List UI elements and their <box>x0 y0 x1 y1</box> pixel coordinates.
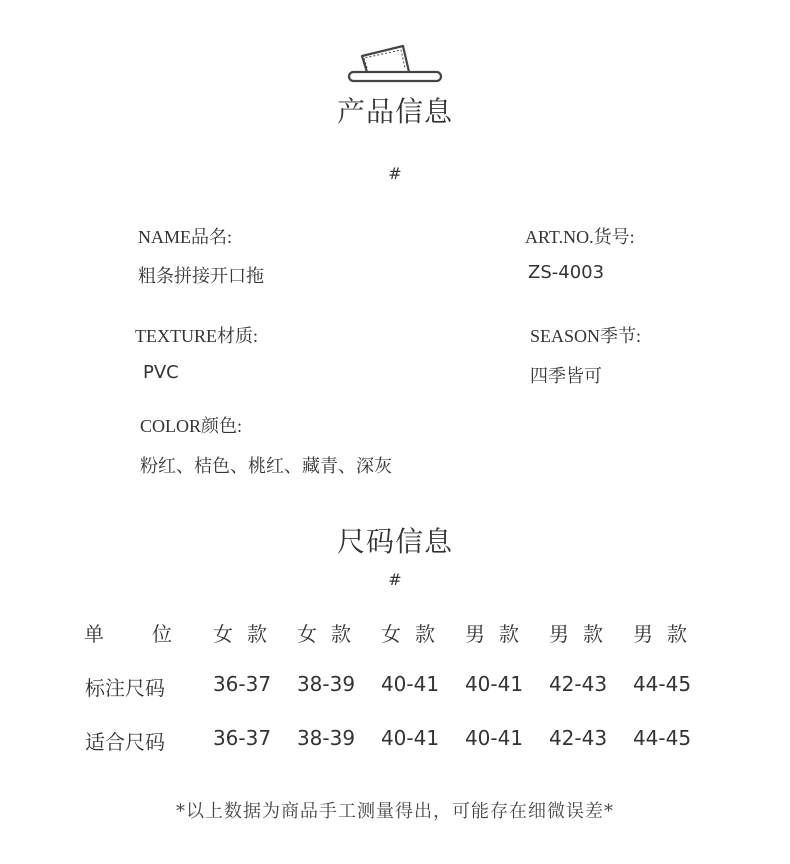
table-cell: 40-41 <box>380 672 440 696</box>
product-info-title: 产品信息 <box>336 95 453 128</box>
header-unit: 单 位 <box>84 622 186 646</box>
table-cell: 38-39 <box>296 726 356 750</box>
header-col-5: 男款 <box>549 622 617 646</box>
color-label: COLOR颜色: <box>140 416 243 436</box>
header-col-3: 女款 <box>381 622 449 646</box>
table-cell: 40-41 <box>464 672 524 696</box>
header-col-4: 男款 <box>465 622 533 646</box>
season-label: SEASON季节: <box>530 326 642 346</box>
table-cell: 44-45 <box>632 672 692 696</box>
table-cell: 40-41 <box>380 726 440 750</box>
header-col-2: 女款 <box>297 622 365 646</box>
table-cell: 38-39 <box>296 672 356 696</box>
measurement-note: *以上数据为商品手工测量得出，可能存在细微误差* <box>176 801 614 822</box>
table-cell: 36-37 <box>212 672 272 696</box>
table-cell: 40-41 <box>464 726 524 750</box>
size-info-title: 尺码信息 <box>336 525 453 558</box>
row-label-marked: 标注尺码 <box>85 676 165 700</box>
season-value: 四季皆可 <box>530 366 602 387</box>
table-cell: 42-43 <box>548 726 608 750</box>
table-cell: 44-45 <box>632 726 692 750</box>
header-col-1: 女款 <box>213 622 281 646</box>
table-cell: 42-43 <box>548 672 608 696</box>
table-cell: 36-37 <box>212 726 272 750</box>
row-label-fit: 适合尺码 <box>85 730 165 754</box>
art-no-value: ZS-4003 <box>528 262 605 283</box>
size-info-hash: # <box>388 570 402 589</box>
header-col-6: 男款 <box>633 622 701 646</box>
table-row <box>80 672 720 702</box>
name-value: 粗条拼接开口拖 <box>138 266 264 287</box>
color-value: 粉红、桔色、桃红、藏青、深灰 <box>140 456 392 477</box>
table-row <box>80 726 720 756</box>
slipper-icon <box>345 42 445 84</box>
name-label: NAME品名: <box>138 227 232 247</box>
size-table-header <box>80 618 720 648</box>
texture-label: TEXTURE材质: <box>135 326 258 346</box>
texture-value: PVC <box>143 362 179 383</box>
art-no-label: ART.NO.货号: <box>525 227 635 247</box>
product-info-hash: # <box>388 164 402 183</box>
